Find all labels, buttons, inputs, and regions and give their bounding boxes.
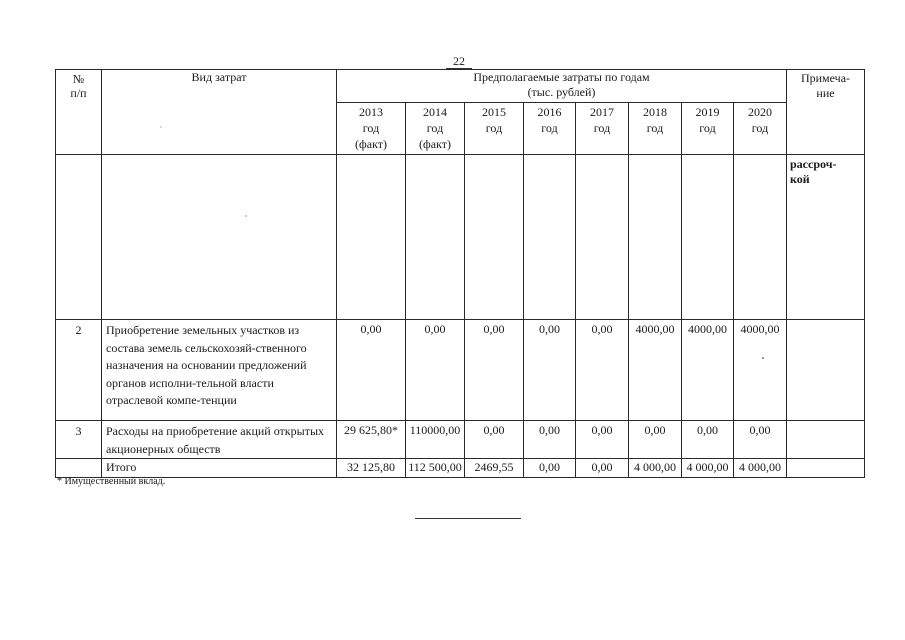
year-2014: 2014 год (факт) [406, 103, 465, 155]
value-cell: 0,00 [337, 320, 406, 421]
header-row [56, 70, 865, 103]
total-value: 32 125,80 [337, 459, 406, 478]
total-label: Итого [102, 459, 337, 478]
year-2017: 2017 год [576, 103, 629, 155]
value-cell: 0,00 [682, 421, 734, 459]
table-row [56, 155, 865, 320]
costs-table [55, 69, 865, 478]
value-cell: 0,00 [576, 421, 629, 459]
year-2018: 2018 год [629, 103, 682, 155]
total-row [56, 459, 865, 478]
year-2020: 2020 год [734, 103, 787, 155]
year-2019: 2019 год [682, 103, 734, 155]
scan-speck [160, 126, 162, 128]
value-cell: 0,00 [734, 421, 787, 459]
value-cell: 4000,00 [682, 320, 734, 421]
scan-speck [245, 215, 247, 217]
total-value: 4 000,00 [629, 459, 682, 478]
footnote: * Имущественный вклад. [57, 476, 166, 487]
year-2016: 2016 год [524, 103, 576, 155]
total-value: 4 000,00 [682, 459, 734, 478]
year-2015: 2015 год [465, 103, 524, 155]
divider-line [415, 518, 521, 519]
value-cell: 0,00 [406, 320, 465, 421]
cost-description: Расходы на приобретение акций открытых акционерных обществ [102, 421, 337, 459]
value-cell: 0,00 [576, 320, 629, 421]
year-2013: 2013 год (факт) [337, 103, 406, 155]
total-value: 0,00 [576, 459, 629, 478]
total-value: 112 500,00 [406, 459, 465, 478]
value-cell: 4000,00 [734, 320, 787, 421]
header-planned-costs: Предполагаемые затраты по годам (тыс. рублей) [337, 70, 787, 103]
header-num: № п/п [56, 70, 102, 155]
table-row [56, 421, 865, 459]
row-number: 3 [56, 421, 102, 459]
value-cell: 0,00 [524, 320, 576, 421]
page-number: 22 [446, 55, 472, 69]
total-value: 2469,55 [465, 459, 524, 478]
value-cell: 0,00 [465, 320, 524, 421]
value-cell: 29 625,80* [337, 421, 406, 459]
total-value: 0,00 [524, 459, 576, 478]
note-continuation: рассроч- кой [787, 155, 865, 320]
table-row [56, 320, 865, 421]
row-number: 2 [56, 320, 102, 421]
value-cell: 110000,00 [406, 421, 465, 459]
header-note: Примеча- ние [787, 70, 865, 155]
value-cell: 4000,00 [629, 320, 682, 421]
total-value: 4 000,00 [734, 459, 787, 478]
value-cell: 0,00 [524, 421, 576, 459]
cost-description: Приобретение земельных участков из состава земель сельскохозяй-ственного назначения на основании предложений органов исполни-тельной власти отраслевой компе-тенции [102, 320, 337, 421]
value-cell: 0,00 [465, 421, 524, 459]
header-cost-type: Вид затрат [102, 70, 337, 155]
scan-speck [762, 357, 764, 359]
value-cell: 0,00 [629, 421, 682, 459]
